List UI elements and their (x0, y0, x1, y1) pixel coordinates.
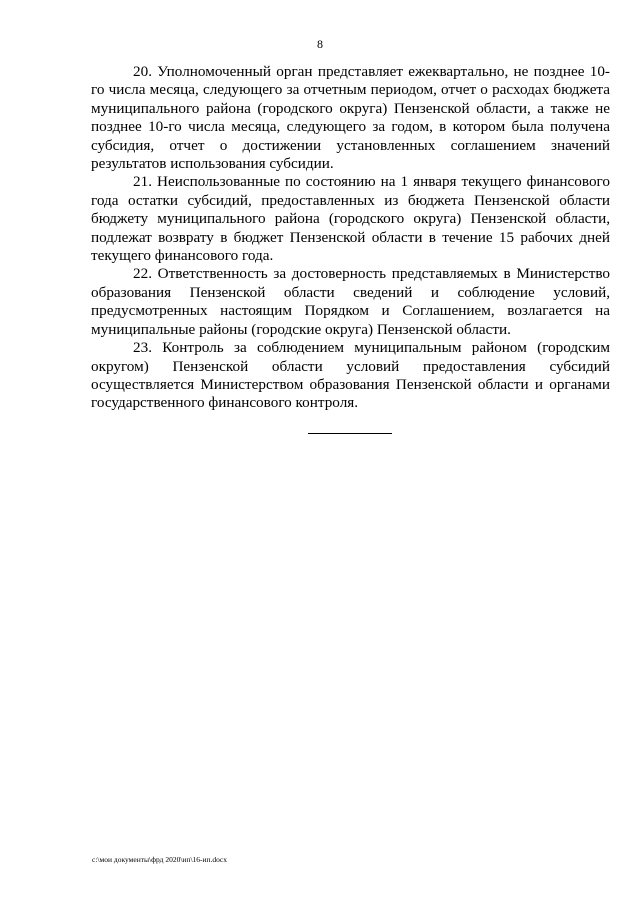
page-number: 8 (317, 37, 323, 51)
paragraph-21: 21. Неиспользованные по состоянию на 1 января текущего финансового года остатки субсидий, предоставленных из бюджета Пензенской области бюджету муниципального района (городского округа) Пензенской области, подлежат возврату в бюджет Пензенской области в течение 15 рабочих дней текущего финансового года. (91, 173, 610, 265)
paragraph-20: 20. Уполномоченный орган представляет ежеквартально, не позднее 10-го числа месяца, следующего за отчетным периодом, отчет о расходах бюджета муниципального района (городского округа) Пензенской области, а также не позднее 10-го числа месяца, следующего за годом, в котором была получена субсидия, отчет о достижении установленных соглашением значений результатов использования субсидии. (91, 63, 610, 173)
paragraph-23: 23. Контроль за соблюдением муниципальным районом (городским округом) Пензенской области условий предоставления субсидий осуществляется Министерством образования Пензенской области и органами государственного финансового контроля. (91, 339, 610, 412)
document-body (91, 63, 610, 413)
footer-file-path: c:\мои документы\фрд 2020\ип\16-ип.docx (92, 855, 227, 864)
closing-divider (308, 433, 392, 434)
paragraph-22: 22. Ответственность за достоверность представляемых в Министерство образования Пензенской области сведений и соблюдение условий, предусмотренных настоящим Порядком и Соглашением, возлагается на муниципальные районы (городские округа) Пензенской области. (91, 265, 610, 338)
